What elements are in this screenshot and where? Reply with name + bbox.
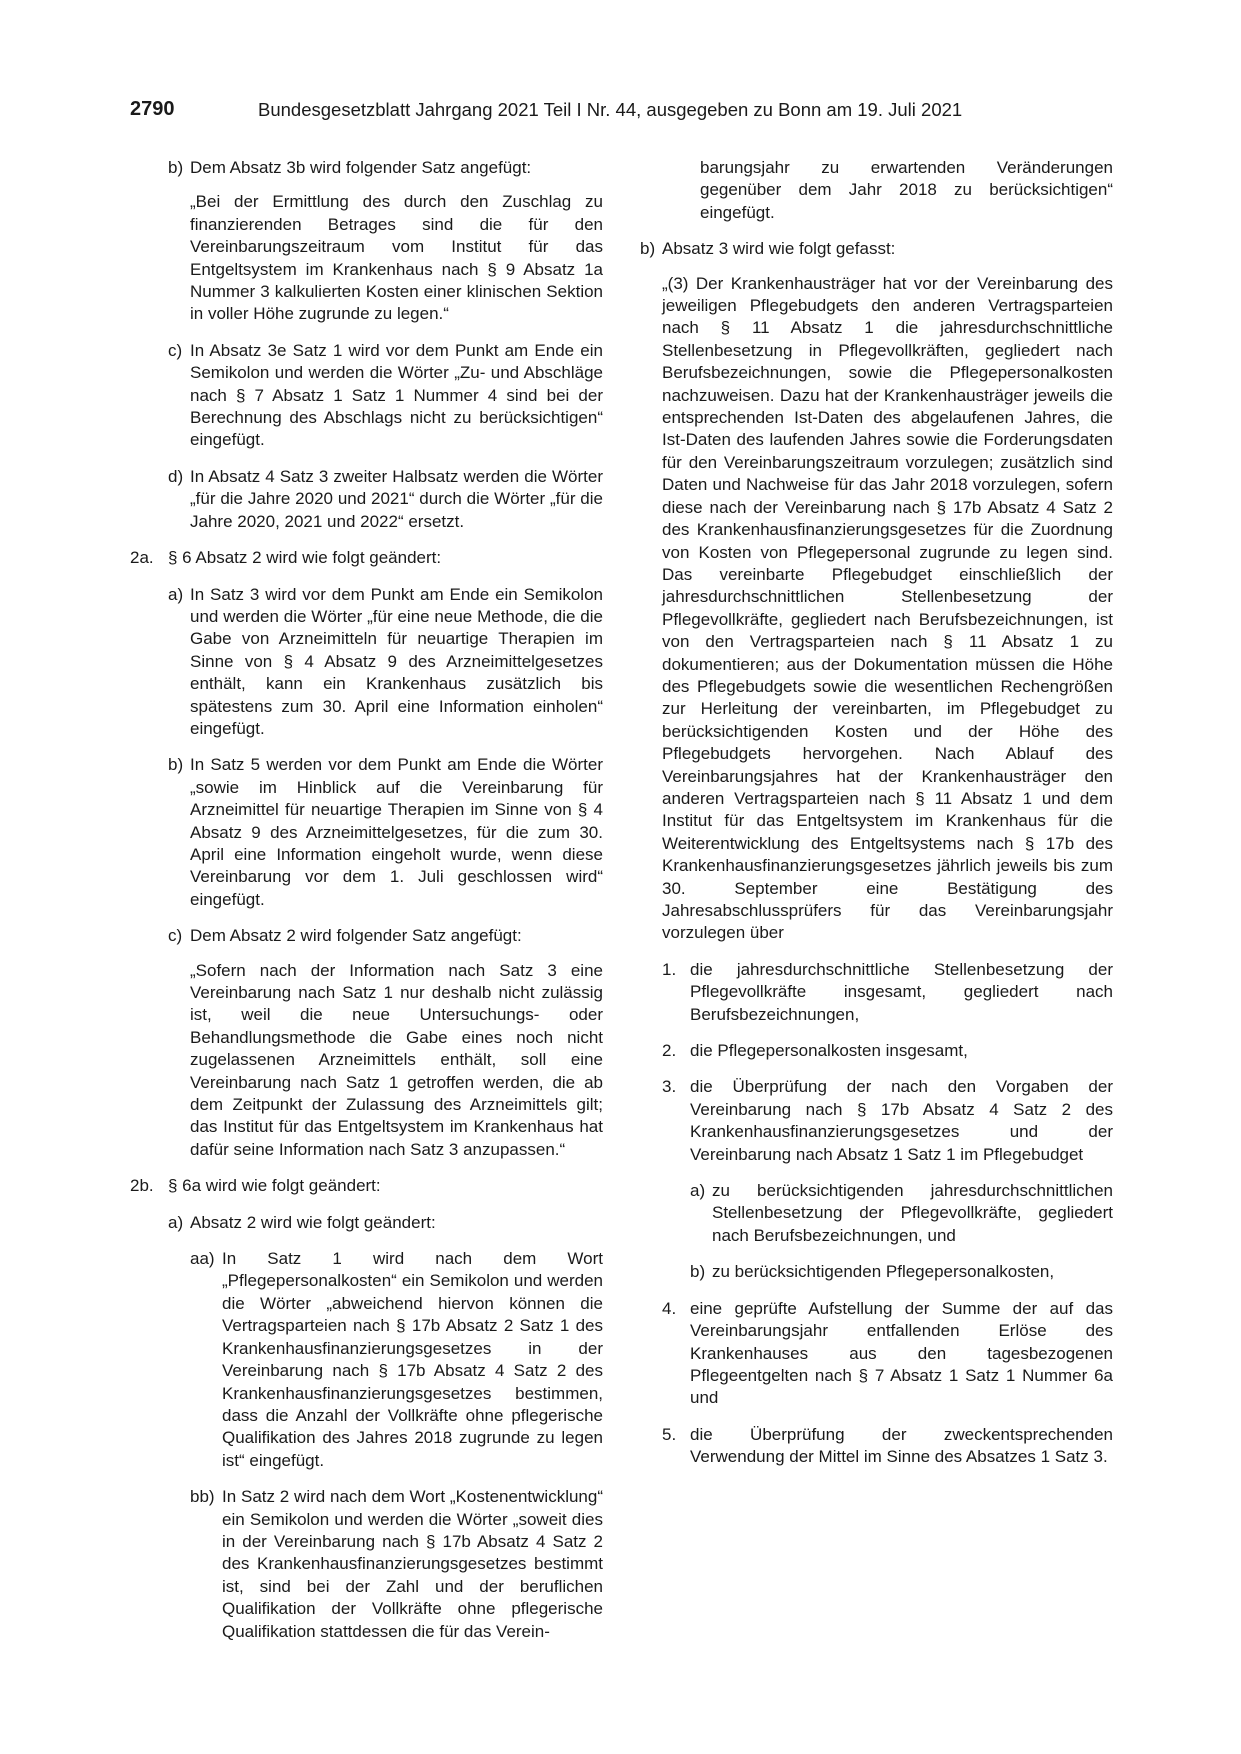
list-item bbox=[662, 1424, 1113, 1469]
list-item bbox=[168, 466, 603, 533]
item-label: d) bbox=[168, 466, 184, 486]
item-paragraph: die Überprüfung der nach den Vorgaben der Vereinbarung nach § 17b Absatz 4 Satz 2 des Krankenhausfinanzierungsgesetzes und der Vereinbarung nach Absatz 1 Satz 1 im Pflegebudget bbox=[690, 1077, 1113, 1164]
list-item bbox=[190, 1248, 603, 1472]
item-label: c) bbox=[168, 340, 183, 360]
item-paragraph: die jahresdurchschnittliche Stellenbesetzung der Pflegevollkräfte insgesamt, gegliedert nach Berufsbezeichnungen, bbox=[690, 959, 1113, 1024]
item-paragraph: In Satz 1 wird nach dem Wort „Pflegepersonalkosten“ ein Semikolon und werden die Wörter „abweichend hiervon können die Vertragsparteien nach § 17b Absatz 2 Satz 1 des Krankenhausfinanzierungsgesetzes in der Vereinbarung nach § 17b Absatz 4 Satz 2 des Krankenhausfinanzierungsgesetzes bestimmen, dass die Anzahl der Vollkräfte ohne pflegerische Qualifikation des Jahres 2018 zugrunde zu legen ist“ eingefügt. bbox=[222, 1249, 603, 1470]
item-label: 5. bbox=[662, 1424, 677, 1444]
item-label: 3. bbox=[662, 1077, 677, 1097]
item-label: a) bbox=[168, 584, 184, 604]
item-paragraph: zu berücksichtigenden jahresdurchschnittlichen Stellenbesetzung der Pflegevollkräfte, gegliedert nach Berufsbezeichnungen, und bbox=[712, 1181, 1113, 1245]
item-paragraph: Dem Absatz 2 wird folgender Satz angefügt: bbox=[190, 926, 522, 946]
item-paragraph: eine geprüfte Aufstellung der Summe der auf das Vereinbarungsjahr entfallenden Erlöse des Krankenhauses aus den tagesbezogenen Pflegeentgelten nach § 7 Absatz 1 Satz 1 Nummer 6a und bbox=[690, 1298, 1113, 1408]
item-paragraph: zu berücksichtigenden Pflegepersonalkosten, bbox=[712, 1262, 1055, 1282]
item-paragraph: Absatz 2 wird wie folgt geändert: bbox=[190, 1212, 436, 1232]
list-item bbox=[168, 157, 603, 326]
item-paragraph: „Bei der Ermittlung des durch den Zuschlag zu finanzierenden Betrages sind die für den Vereinbarungszeitraum vom Institut für das Entgeltsystem im Krankenhaus nach § 9 Absatz 1a Nummer 3 kalkulierten Kosten einer klinischen Sektion in voller Höhe zugrunde zu legen.“ bbox=[190, 192, 603, 324]
item-label: bb) bbox=[190, 1487, 215, 1507]
item-label: a) bbox=[690, 1181, 706, 1201]
item-label: b) bbox=[640, 239, 656, 259]
item-paragraph: In Absatz 4 Satz 3 zweiter Halbsatz werden die Wörter „für die Jahre 2020 und 2021“ durch die Wörter „für die Jahre 2020, 2021 und 2022“ ersetzt. bbox=[190, 466, 603, 531]
item-label: c) bbox=[168, 926, 183, 946]
item-paragraph: In Satz 2 wird nach dem Wort „Kostenentwicklung“ ein Semikolon und werden die Wörter „soweit dies in der Vereinbarung nach § 17b Absatz 4 Satz 2 des Krankenhausfinanzierungsgesetzes bestimmt ist, sind bei der Zahl und der beruflichen Qualifikation der Vollkräfte ohne pflegerische Qualifikation stattdessen die für das Verein- bbox=[222, 1487, 603, 1641]
left-column bbox=[130, 157, 603, 1657]
item-paragraph: In Satz 5 werden vor dem Punkt am Ende die Wörter „sowie im Hinblick auf die Vereinbarung für Arzneimittel für neuartige Therapien im Sinne von § 4 Absatz 9 des Arzneimittelgesetzes, für die zum 30. April eine Information eingeholt wurde, wenn diese Vereinbarung vor dem 1. Juli geschlossen wird“ eingefügt. bbox=[190, 755, 603, 909]
list-item bbox=[190, 1486, 603, 1643]
item-paragraph: § 6a wird wie folgt geändert: bbox=[168, 1176, 381, 1196]
list-item bbox=[662, 1076, 1113, 1166]
item-paragraph: In Absatz 3e Satz 1 wird vor dem Punkt am Ende ein Semikolon und werden die Wörter „Zu- und Abschläge nach § 7 Absatz 1 Satz 1 Nummer 4 sind bei der Berechnung des Abschlags nicht zu berücksichtigen“ eingefügt. bbox=[190, 340, 603, 450]
item-label: 1. bbox=[662, 959, 677, 979]
item-label: a) bbox=[168, 1212, 184, 1232]
list-item bbox=[168, 925, 603, 1161]
item-paragraph: barungsjahr zu erwartenden Veränderungen gegenüber dem Jahr 2018 zu berücksichtigen“ eingefügt. bbox=[700, 158, 1113, 222]
list-item bbox=[168, 584, 603, 741]
item-paragraph: die Pflegepersonalkosten insgesamt, bbox=[690, 1041, 968, 1061]
list-item bbox=[130, 1175, 603, 1197]
item-paragraph: § 6 Absatz 2 wird wie folgt geändert: bbox=[168, 548, 442, 568]
list-item bbox=[130, 547, 603, 569]
right-column bbox=[640, 157, 1113, 1483]
item-label: 2b. bbox=[130, 1176, 154, 1196]
item-paragraph: In Satz 3 wird vor dem Punkt am Ende ein Semikolon und werden die Wörter „für eine neue Methode, die die Gabe von Arzneimitteln für neuartige Therapien im Sinne von § 4 Absatz 9 des Arzneimittelgesetzes enthält, kann ein Krankenhaus zusätzlich bis spätestens zum 30. April eine Information einholen“ eingefügt. bbox=[190, 584, 603, 738]
item-paragraph: Dem Absatz 3b wird folgender Satz angefügt: bbox=[190, 158, 532, 177]
list-item bbox=[640, 157, 1113, 224]
list-item bbox=[168, 340, 603, 452]
page-number: 2790 bbox=[130, 98, 175, 120]
list-item bbox=[690, 1261, 1113, 1283]
list-item bbox=[168, 1212, 603, 1234]
item-label: b) bbox=[168, 755, 184, 775]
item-label: 2a. bbox=[130, 548, 154, 568]
item-label: 4. bbox=[662, 1298, 677, 1318]
list-item bbox=[662, 1040, 1113, 1062]
list-item bbox=[168, 754, 603, 911]
list-item bbox=[690, 1180, 1113, 1247]
item-paragraph: „(3) Der Krankenhausträger hat vor der Vereinbarung des jeweiligen Pflegebudgets den anderen Vertragsparteien nach § 11 Absatz 1 die jahresdurchschnittliche Stellenbesetzung in Pflegevollkräften, gegliedert nach Berufsbezeichnungen, sowie die Pflegepersonalkosten nachzuweisen. Dazu hat der Krankenhausträger jeweils die entsprechenden Ist-Daten des abgelaufenen Jahres, die Ist-Daten des laufenden Jahres sowie die Forderungsdaten für den Vereinbarungszeitraum vorzulegen; zusätzlich sind Daten und Nachweise für das Jahr 2018 vorzulegen, sofern diese nach der Vereinbarung nach § 17b Absatz 4 Satz 2 des Krankenhausfinanzierungsgesetzes für die Zuordnung von Kosten von Pflegepersonal zugrunde zu legen sind. Das vereinbarte Pflegebudget einschließlich der jahresdurchschnittlichen Stellenbesetzung der Pflegevollkräfte, gegliedert nach Berufsbezeichnungen, ist von den Vertragsparteien nach § 11 Absatz 1 zu dokumentieren; aus der Dokumentation müssen die Höhe des Pflegebudgets sowie die wesentlichen Rechengrößen zur Herleitung der vereinbarten, im Pflegebudget zu berücksichtigenden Kosten und der Höhe des Pflegebudgets hervorgehen. Nach Ablauf des Vereinbarungsjahres hat der Krankenhausträger den anderen Vertragsparteien nach § 11 Absatz 1 und dem Institut für das Entgeltsystem im Krankenhaus für die Weiterentwicklung des Entgeltsystems nach § 17b des Krankenhausfinanzierungsgesetzes jährlich jeweils bis zum 30. September eine Bestätigung des Jahresabschlussprüfers für das Vereinbarungsjahr vorzulegen über bbox=[662, 273, 1113, 943]
list-item bbox=[662, 959, 1113, 1026]
list-item bbox=[662, 1298, 1113, 1410]
item-paragraph: Absatz 3 wird wie folgt gefasst: bbox=[662, 239, 896, 259]
item-label: b) bbox=[690, 1262, 706, 1282]
list-item bbox=[640, 238, 1113, 945]
item-paragraph: die Überprüfung der zweckentsprechenden Verwendung der Mittel im Sinne des Absatzes 1 Satz 3. bbox=[690, 1424, 1113, 1467]
item-label: 2. bbox=[662, 1041, 677, 1061]
item-label: b) bbox=[168, 158, 184, 177]
item-paragraph: „Sofern nach der Information nach Satz 3 eine Vereinbarung nach Satz 1 nur deshalb nicht zulässig ist, weil die neue Untersuchungs- oder Behandlungsmethode die Gabe eines noch nicht zugelassenen Arzneimittels enthält, soll eine Vereinbarung nach Satz 1 getroffen werden, die ab dem Zeitpunkt der Zulassung des Arzneimittels gilt; das Institut für das Entgeltsystem im Krankenhaus hat dafür seine Information nach Satz 3 anzupassen.“ bbox=[190, 960, 603, 1159]
gazette-title: Bundesgesetzblatt Jahrgang 2021 Teil I Nr. 44, ausgegeben zu Bonn am 19. Juli 2021 bbox=[258, 99, 963, 120]
page-header bbox=[130, 98, 1115, 128]
item-label: aa) bbox=[190, 1249, 215, 1269]
